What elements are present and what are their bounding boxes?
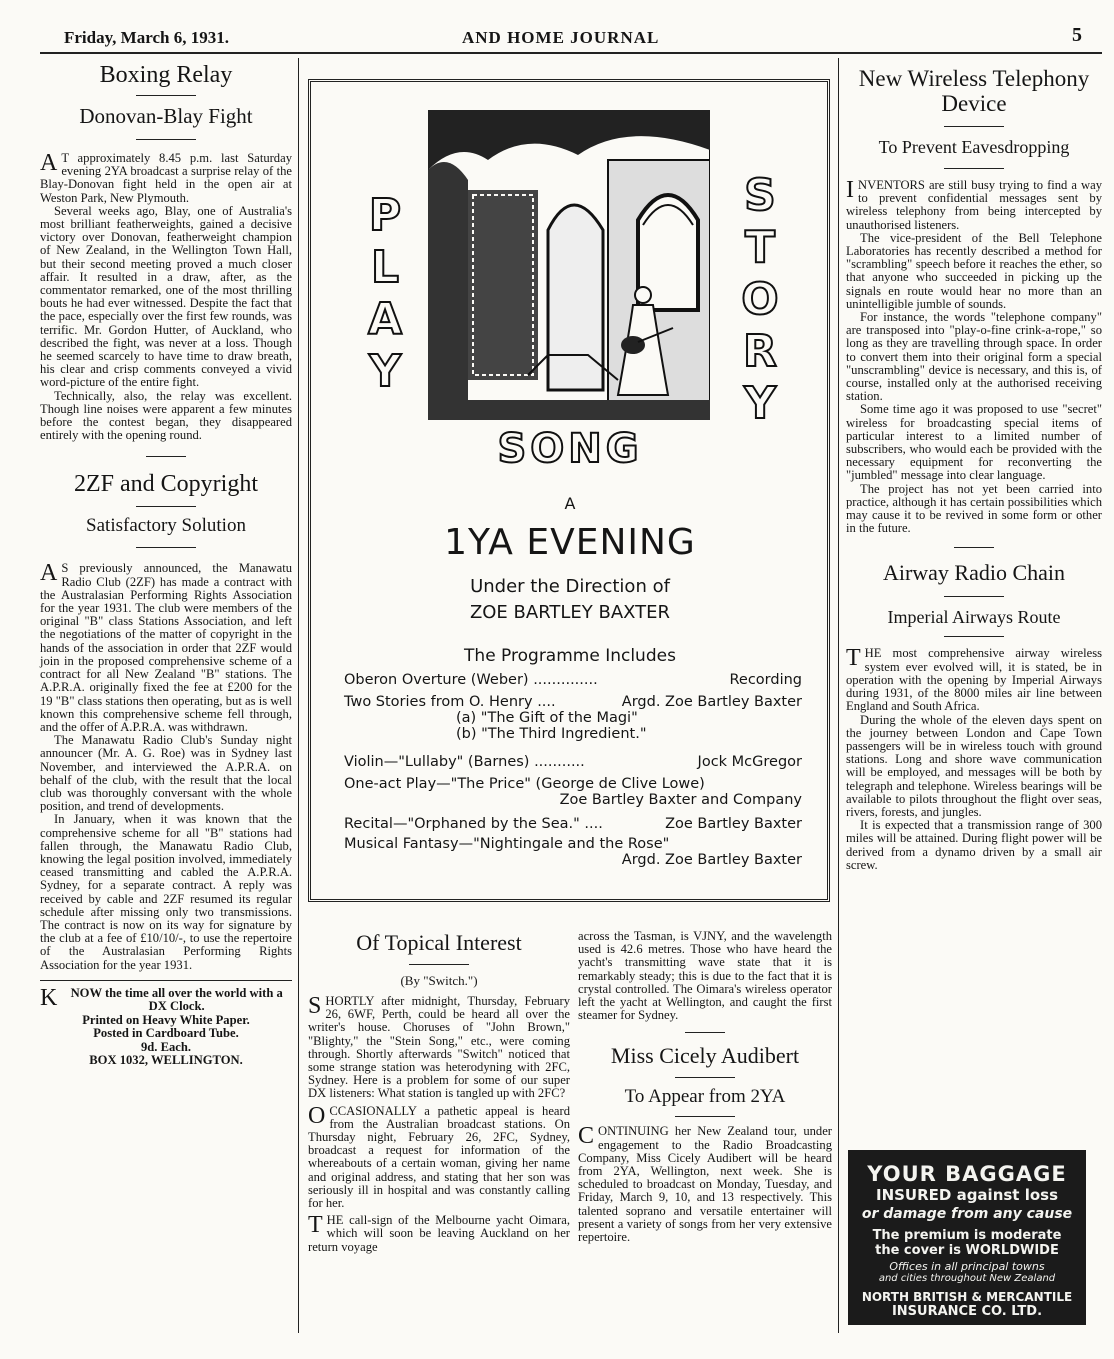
ad-line: Offices in all principal towns	[889, 1260, 1045, 1273]
story-vertical-word: S T O R Y	[741, 170, 779, 429]
ad-line: NOW the time all over the world with a	[70, 985, 283, 1000]
programme-heading: The Programme Includes	[464, 646, 676, 666]
subheadline: Donovan-Blay Fight	[79, 104, 253, 128]
header-title: AND HOME JOURNAL	[462, 28, 660, 47]
dx-clock-ad	[40, 984, 292, 1068]
director-name: ZOE BARTLEY BAXTER	[469, 602, 671, 623]
programme-item: Two Stories from O. Henry .... Argd. Zoe Bartley Baxter	[344, 694, 802, 710]
drop-cap: A	[40, 150, 58, 176]
subheadline: To Prevent Eavesdropping	[878, 137, 1070, 157]
programme-item: Violin—"Lullaby" (Barnes) ........... Jock McGregor	[344, 754, 802, 770]
paragraph: Several weeks ago, Blay, one of Australia's most brilliant featherweights, gained a decisive victory over Donovan, featherweight champion of New Zealand, in the Wellington Town Hall, but their second meeting proved a much closer affair. It resulted in a draw, after, as the commentator remarked, one of the most thrilling bouts he had ever witnessed. Despite the fact that the pace, especially over the first few rounds, was terrific. Mr. Gordon Hutter, of Auckland, who described the fight, was never at a loss. Though he seemed scarcely to have time to draw breath, his clear and crisp comments conveyed a vivid word-picture of the entire fight.	[40, 203, 292, 390]
ad-line: 9d. Each.	[140, 1039, 192, 1054]
header-date: Friday, March 6, 1931.	[64, 28, 229, 47]
ad-line: Printed on Heavy White Paper.	[82, 1012, 250, 1027]
headline: Boxing Relay	[99, 62, 233, 88]
direction-line: Under the Direction of	[470, 576, 670, 597]
paragraph: T approximately 8.45 p.m. last Saturday evening 2YA broadcast a surprise relay of the Blay-Donovan fight held in the open air at Weston Park, New Plymouth.	[40, 151, 292, 205]
subheadline: Imperial Airways Route	[887, 607, 1061, 628]
headline: New Wireless Telephony Device	[858, 66, 1090, 116]
ad-line: DX Clock.	[148, 999, 205, 1014]
paragraph: CCASIONALLY a pathetic appeal is heard from the Australian broadcast stations. On Thursday night, February 26, 2FC, Sydney, broadcast a request for information of the whereabouts of a certain woman, giving her name and original address, and stating that her son was seriously ill in hospital and was constantly calling for her.	[308, 1103, 570, 1211]
drop-cap: S	[308, 993, 322, 1019]
drop-cap: I	[846, 177, 854, 203]
insurance-advertisement	[848, 1150, 1086, 1325]
programme-subitem: (a) "The Gift of the Magi"	[456, 710, 638, 726]
headline: Of Topical Interest	[356, 930, 522, 955]
drop-cap: T	[846, 645, 861, 672]
ad-line: INSURED against loss	[875, 1186, 1058, 1204]
article-wireless-telephony	[846, 66, 1102, 872]
article-topical-continued	[578, 930, 832, 1244]
ad-line: and cities throughout New Zealand	[878, 1273, 1056, 1284]
paragraph: The project has not yet been carried into practice, although it has certain possibilities which may cause it to be revived in some form or other in the future.	[846, 481, 1102, 536]
drop-cap: A	[40, 560, 58, 587]
paragraph: Technically, also, the relay was excellent. Though line noises were apparent a few minutes before the contest began, they disappeared entirely with the opening round.	[40, 388, 292, 443]
paragraph: During the whole of the eleven days spent on the journey between London and Cape Town passengers will be in wireless touch with ground stations. Long and shore wave communication will be employed, and messages will be both by telegraph and telephone. Wireless bearings will be available to pilots throughout the flight over seas, rivers, forests, and jungles.	[846, 712, 1102, 819]
subheadline: To Appear from 2YA	[624, 1086, 786, 1108]
drop-cap: K	[40, 984, 58, 1011]
programme-subitem: (b) "The Third Ingredient."	[456, 726, 647, 742]
headline: Miss Cicely Audibert	[610, 1043, 800, 1069]
page-number: 5	[1072, 24, 1082, 46]
programme-item: Musical Fantasy—"Nightingale and the Rose"	[344, 836, 670, 852]
song-title: SONG	[497, 426, 643, 472]
ad-line: INSURANCE CO. LTD.	[891, 1304, 1043, 1319]
paragraph: ONTINUING her New Zealand tour, under engagement to the Radio Broadcasting Company, Miss Cicely Audibert will be heard from 2YA, Wellington, next week. She is scheduled to broadcast on Monday, Tuesday, and Friday, March 9, 10, and 13 respectively. This talented soprano and versatile entertainer will present a variety of songs from her very extensive repertoire.	[578, 1124, 832, 1245]
programme-credit: Argd. Zoe Bartley Baxter	[621, 852, 802, 868]
promo-article: A	[564, 494, 576, 513]
drop-cap: T	[308, 1212, 323, 1239]
programme-item: One-act Play—"The Price" (George de Clive Lowe)	[344, 776, 705, 792]
article-boxing-relay	[40, 62, 292, 1068]
paragraph: Some time ago it was proposed to use "secret" wireless for broadcasting special items of particular interest to a limited number of subscribers, who would each be provided with the necessary equipment for reconverting the "jumbled" message into clear language.	[846, 402, 1102, 483]
paragraph: In January, when it was known that the comprehensive scheme for all "B" stations had fallen through, the Manawatu Radio Club, knowing the legal position involved, immediately ceased transmitting and cabled the A.P.R.A. Sydney, for a separate contract. A reply was received by cable and 2ZF resumed its regular schedule after missing only two transmissions. The contract is now on its way for signature by the club at a fee of £10/10/-, to use the repertoire of the Australasian Performing Rights Association for the year 1931.	[40, 812, 292, 972]
drop-cap: O	[308, 1102, 326, 1129]
ad-line: NORTH BRITISH & MERCANTILE	[861, 1290, 1073, 1304]
paragraph: The vice-president of the Bell Telephone Laboratories has recently described a method for "scrambling" speech before it reaches the ether, so that anyone who succeeded in picking up the signals en route would hear no more than an unintelligible jumble of sounds.	[846, 230, 1102, 311]
paragraph: HE call-sign of the Melbourne yacht Oimara, which will soon be leaving Auckland on her return voyage	[308, 1213, 570, 1254]
paragraph: HE most comprehensive airway wireless system ever evolved will, it is stated, be in operation with the opening by Imperial Airways during 1931, of the 8000 miles air line between England and South Africa.	[846, 646, 1102, 714]
paragraph: NVENTORS are still busy trying to find a way to prevent confidential messages sent by wireless telephony from being intercepted by unauthorised listeners.	[846, 178, 1102, 232]
programme-credit: Zoe Bartley Baxter and Company	[559, 792, 802, 808]
paragraph: It is expected that a transmission range of 300 miles will be attained. During flight power will be derived from a dynamo driven by a small air screw.	[846, 818, 1102, 872]
programme-item: Recital—"Orphaned by the Sea." .... Zoe Bartley Baxter	[344, 816, 802, 832]
ad-line: Posted in Cardboard Tube.	[93, 1026, 239, 1041]
ad-line: YOUR BAGGAGE	[867, 1162, 1067, 1186]
ad-line: the cover is WORLDWIDE	[875, 1243, 1059, 1258]
headline: 2ZF and Copyright	[74, 471, 258, 498]
programme-item: Oberon Overture (Weber) .............. Recording	[344, 672, 802, 688]
column-rule	[298, 58, 299, 1333]
troubadour-illustration	[428, 110, 710, 420]
ad-line: BOX 1032, WELLINGTON.	[89, 1053, 243, 1068]
subheadline: Satisfactory Solution	[86, 515, 246, 537]
ad-line: or damage from any cause	[861, 1206, 1073, 1222]
article-topical-interest	[308, 930, 570, 1254]
evening-title: 1YA EVENING	[444, 522, 696, 563]
play-vertical-word: P L A Y	[367, 190, 403, 397]
headline: Airway Radio Chain	[882, 560, 1066, 586]
paragraph: S previously announced, the Manawatu Radio Club (2ZF) has made a contract with the Australasian Performing Rights Association for the year 1931. The club were members of the original "B" class Stations Association, and left the negotiations of the matter of copyright in the hands of the association in order that 2ZF would join in the proposed comprehensive scheme of a contract for all New Zealand "B" stations. The A.P.R.A. originally fixed the fee at £200 for the 19 "B" class stations then operating, but as is well known this comprehensive scheme fell through, and the offer of A.P.R.A. was withdrawn.	[40, 561, 292, 734]
ad-line: The premium is moderate	[872, 1228, 1062, 1243]
paragraph: across the Tasman, is VJNY, and the wavelength used is 42.6 metres. Those who have heard the yacht's transmitting wave state that it is remarkably steady; this is due to the fact that it is crystal controlled. The Oimara's wireless operator left the yacht at Wellington, and caught the first steamer for Sydney.	[578, 929, 832, 1023]
programme-list	[344, 672, 802, 868]
paragraph: HORTLY after midnight, Thursday, February 26, 6WF, Perth, could be heard all over the writer's house. Choruses of "John Brown," "Blighty," the "Stein Song," etc., were coming through. Shortly afterwards "Switch" noticed that some strange station was heterodyning with 2FC, Sydney. Here is a problem for some of our super DX listeners: What station is tangled up with 2FC?	[308, 994, 570, 1101]
paragraph: For instance, the words "telephone company" are transposed into "play-o-fine crink-a-rope," so long as they are travelling through space. In order to convert them into their original form a special "unscrambling" device is necessary, and this is, of course, installed only at the authorised receiving station.	[846, 310, 1102, 404]
byline: (By "Switch.")	[400, 973, 478, 988]
drop-cap: C	[578, 1123, 595, 1150]
header-rule	[40, 52, 1102, 54]
column-rule	[838, 58, 839, 1333]
paragraph: The Manawatu Radio Club's Sunday night announcer (Mr. A. G. Roe) was in Sydney last November, and interviewed the A.P.R.A. on behalf of the club, with the result that the local club was thoroughly conversant with the whole position, and trend of developments.	[40, 733, 292, 814]
